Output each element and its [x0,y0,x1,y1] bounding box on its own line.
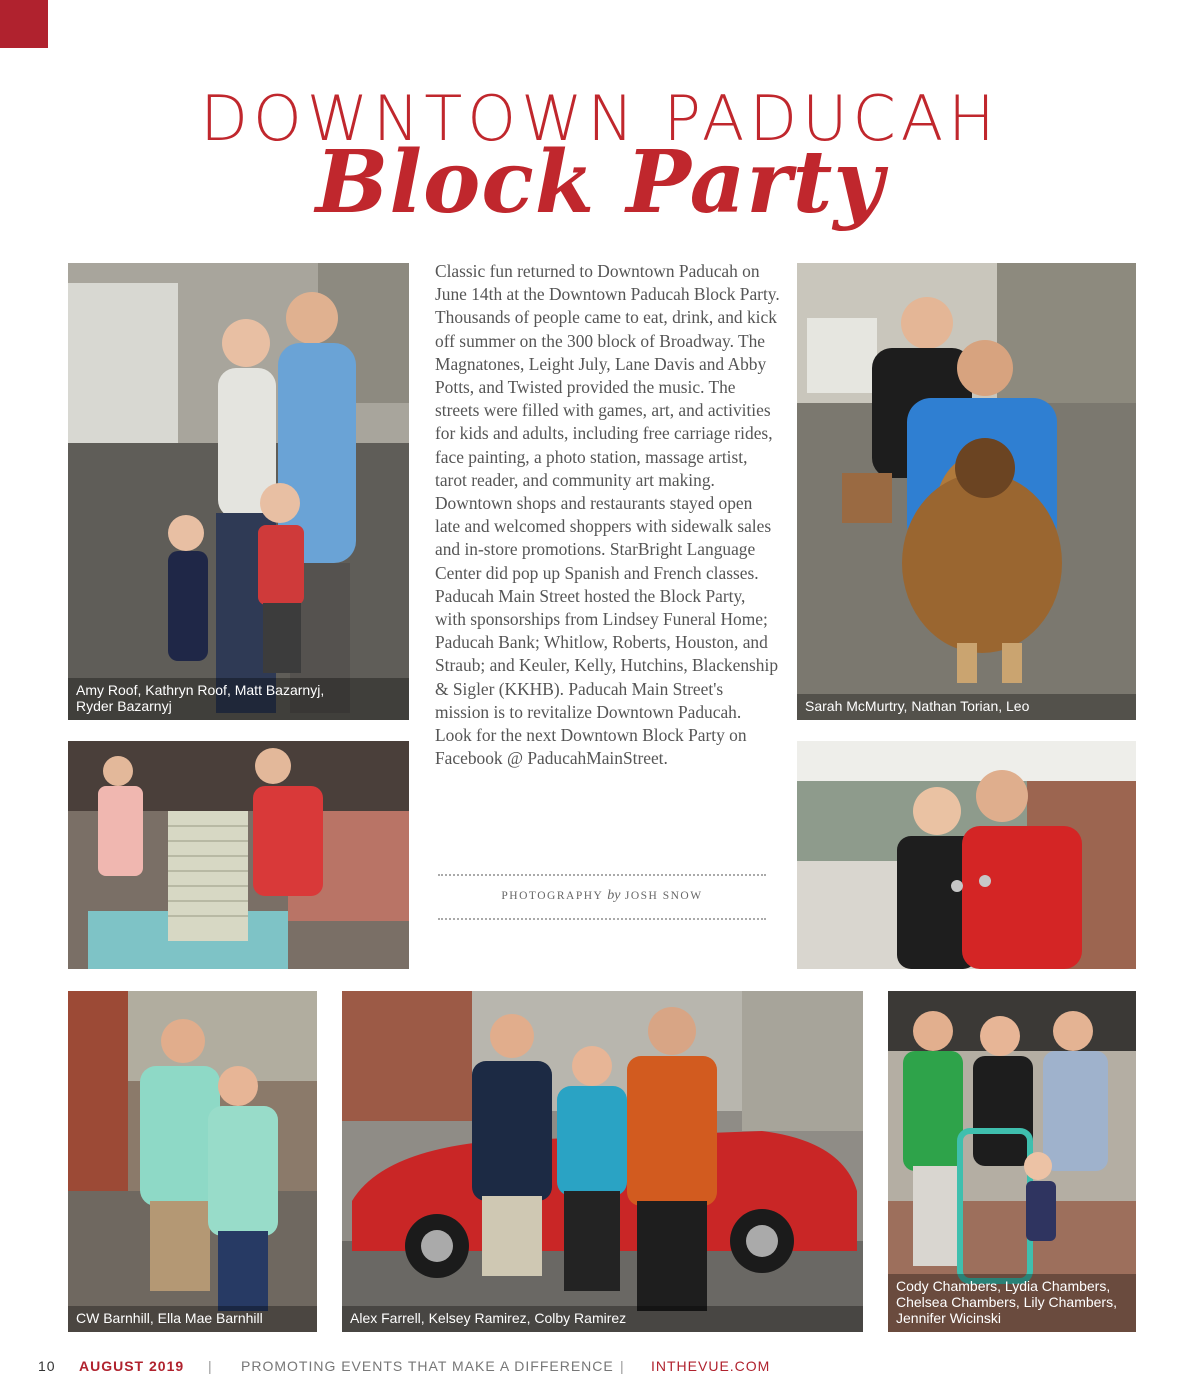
article-body: Classic fun returned to Downtown Paducah on June 14th at the Downtown Paducah Block Party. Thousands of people came to eat, drink, and kick off summer on the 300 block of Broadway. The Magnatones, Leight July, Lane Davis and Abby Potts, and Twisted provided the music. The streets were filled with games, art, and activities for kids and adults, including free carriage rides, face painting, a photo station, massage artist, tarot reader, and community art making. Downtown shops and restaurants stayed open late and welcomed shoppers with sidewalk sales and in-store promotions. StarBright Language Center did pop up Spanish and French classes. Paducah Main Street hosted the Block Party, with sponsorships from Lindsey Funeral Home; Paducah Bank; Whitlow, Roberts, Houston, and Straub; and Keuler, Kelly, Hutchins, Blackenship & Sigler (KKHB). Paducah Main Street's mission is to revitalize Downtown Paducah. Look for the next Downtown Block Party on Facebook @ PaducahMainStreet. [435,261,780,769]
photo-credit-by: by [607,888,621,903]
photo-caption: Cody Chambers, Lydia Chambers, Chelsea Chambers, Lily Chambers, Jennifer Wicinski [888,1274,1136,1332]
page-number: 10 [38,1358,56,1374]
footer-separator: | [208,1358,213,1374]
photo-barnhill [68,991,317,1332]
photo-caption: Amy Roof, Kathryn Roof, Matt Bazarnyj, Ryder Bazarnyj [68,678,409,720]
photo-ramirez-car [342,991,863,1332]
photo-caption: Alex Farrell, Kelsey Ramirez, Colby Ramirez [342,1306,863,1332]
photo-credit [438,888,766,904]
photo-mcmurtry-dog [797,263,1136,720]
photo-credit-prefix: PHOTOGRAPHY [501,890,603,902]
corner-accent-block [0,0,48,48]
photo-giant-jenga [68,741,409,969]
footer-separator: | [620,1358,625,1374]
page-footer [38,1358,1178,1378]
issue-date: AUGUST 2019 [79,1358,185,1374]
photo-credit-name: JOSH SNOW [624,890,703,902]
headline-title: DOWNTOWN PADUCAH [200,82,1000,155]
photo-roof-family [68,263,409,720]
photo-chambers [888,991,1136,1332]
divider-dotted-bottom [438,918,766,920]
photo-medals [797,741,1136,969]
footer-website-link[interactable]: INTHEVUE.COM [651,1358,771,1374]
photo-caption: CW Barnhill, Ella Mae Barnhill [68,1306,317,1332]
photo-caption: Sarah McMurtry, Nathan Torian, Leo [797,694,1136,720]
footer-tagline: PROMOTING EVENTS THAT MAKE A DIFFERENCE [241,1358,614,1374]
headline-script-title: Block Party [315,132,885,233]
divider-dotted-top [438,874,766,876]
